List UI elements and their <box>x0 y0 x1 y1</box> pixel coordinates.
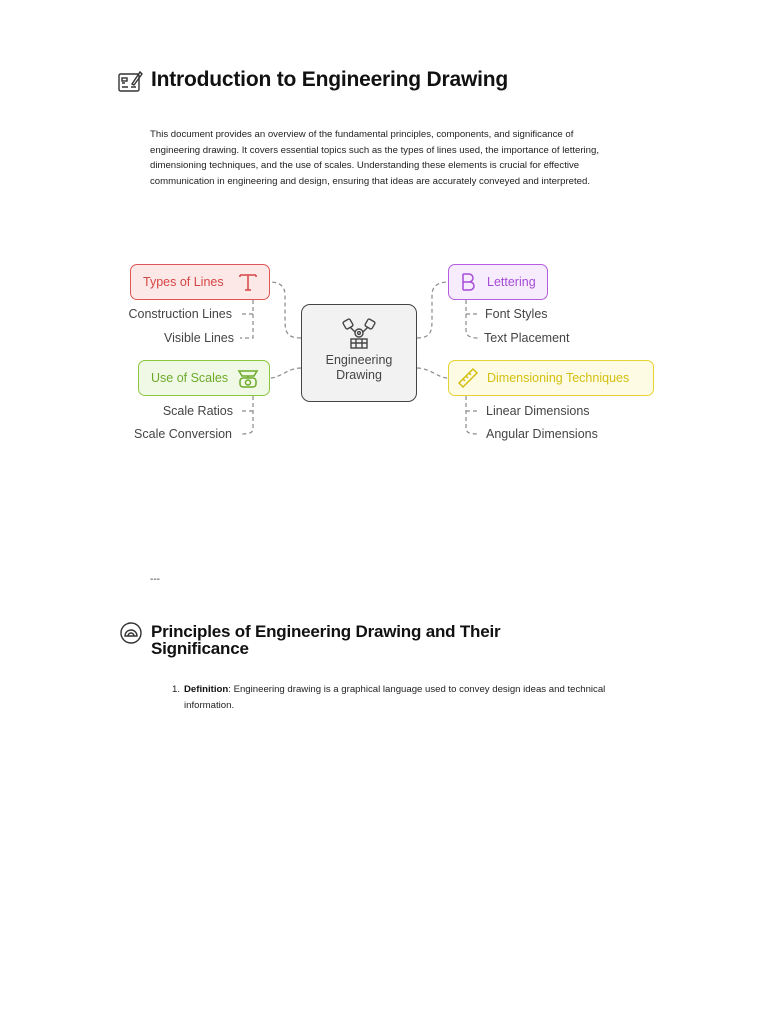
principles-list <box>150 682 620 714</box>
weighing-scale-icon <box>237 367 259 389</box>
leaf-scale-conversion: Scale Conversion <box>134 427 232 441</box>
engine-gear-icon <box>341 317 377 349</box>
ruler-icon <box>457 367 479 389</box>
leaf-linear-dimensions: Linear Dimensions <box>486 404 590 418</box>
list-item-term: Definition <box>184 684 229 695</box>
protractor-icon <box>119 621 143 645</box>
mindmap-node-lettering <box>448 264 548 300</box>
section-divider: --- <box>150 574 160 585</box>
leaf-font-styles: Font Styles <box>485 307 548 321</box>
node-label: Types of Lines <box>143 275 224 289</box>
section-heading-block <box>119 623 551 657</box>
intro-paragraph: This document provides an overview of the fundamental principles, components, and significance of engineering drawing. It covers essential topics such as the types of lines used, the importance of lettering, dimensioning techniques, and the use of scales. Understanding these elements is crucial for effective communication in engineering and design, ensuring that ideas are accurately conveyed and interpreted. <box>150 129 600 187</box>
page-title-block <box>117 67 508 95</box>
node-label: Dimensioning Techniques <box>487 371 630 385</box>
list-item-number: 1. <box>172 684 181 695</box>
leaf-scale-ratios: Scale Ratios <box>162 404 233 418</box>
center-label-line1: Engineering <box>325 353 393 367</box>
node-label: Use of Scales <box>151 371 229 385</box>
mindmap-node-types-of-lines <box>130 264 270 300</box>
node-label: Lettering <box>487 275 536 289</box>
letter-t-icon <box>237 271 259 293</box>
center-label-line2: Drawing <box>336 368 382 382</box>
page-title: Introduction to Engineering Drawing <box>151 68 508 91</box>
drafting-board-icon <box>117 69 143 95</box>
leaf-text-placement: Text Placement <box>484 331 570 345</box>
mindmap-node-dimensioning-techniques <box>448 360 654 396</box>
list-item <box>150 682 620 714</box>
leaf-angular-dimensions: Angular Dimensions <box>486 427 598 441</box>
section-title: Principles of Engineering Drawing and Their Significance <box>151 622 501 658</box>
list-item-text: : Engineering drawing is a graphical language used to convey design ideas and technical information. <box>184 684 606 711</box>
mindmap-node-use-of-scales <box>138 360 270 396</box>
mindmap-center-node <box>301 304 417 402</box>
leaf-construction-lines: Construction Lines <box>128 307 232 321</box>
letter-b-icon <box>457 271 479 293</box>
leaf-visible-lines: Visible Lines <box>164 331 234 345</box>
